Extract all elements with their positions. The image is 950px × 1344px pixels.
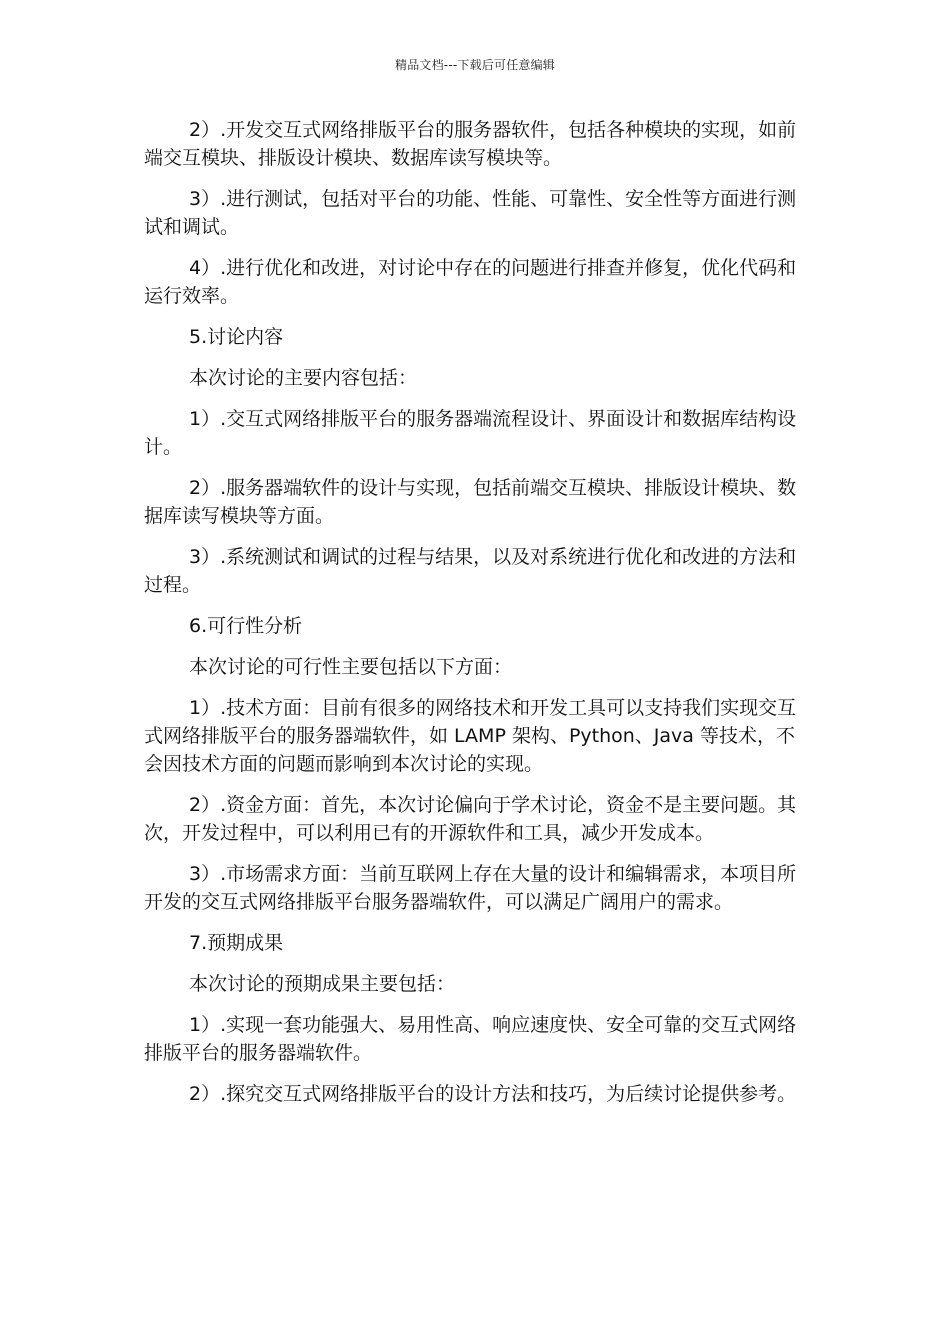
paragraph-discussion-item-2: 2）.服务器端软件的设计与实现，包括前端交互模块、排版设计模块、数据库读写模块等方面。 (144, 477, 797, 527)
paragraph-testing: 3）.进行测试，包括对平台的功能、性能、可靠性、安全性等方面进行测试和调试。 (144, 188, 797, 238)
paragraph-results-item-1: 1）.实现一套功能强大、易用性高、响应速度快、安全可靠的交互式网络排版平台的服务器端软件。 (144, 1014, 797, 1064)
paragraph-optimization: 4）.进行优化和改进，对讨论中存在的问题进行排查并修复，优化代码和运行效率。 (144, 257, 797, 307)
paragraph-feasibility-market: 3）.市场需求方面：当前互联网上存在大量的设计和编辑需求，本项目所开发的交互式网络排版平台服务器端软件，可以满足广阔用户的需求。 (144, 863, 797, 913)
paragraph-feasibility-technical: 1）.技术方面：目前有很多的网络技术和开发工具可以支持我们实现交互式网络排版平台的服务器端软件，如 LAMP 架构、Python、Java 等技术，不会因技术方面的问题而影响到本次讨论的实现。 (144, 697, 797, 775)
paragraph-feasibility-intro: 本次讨论的可行性主要包括以下方面： (189, 656, 513, 678)
page-header: 精品文档---下载后可任意编辑 (395, 58, 555, 72)
paragraph-discussion-intro: 本次讨论的主要内容包括： (189, 367, 418, 389)
paragraph-discussion-item-3: 3）.系统测试和调试的过程与结果，以及对系统进行优化和改进的方法和过程。 (144, 546, 797, 596)
section-heading-expected-results: 7.预期成果 (189, 932, 284, 954)
section-heading-feasibility: 6.可行性分析 (189, 615, 303, 637)
document-body (144, 116, 804, 1121)
paragraph-results-intro: 本次讨论的预期成果主要包括： (189, 973, 456, 995)
paragraph-results-item-2: 2）.探究交互式网络排版平台的设计方法和技巧，为后续讨论提供参考。 (189, 1083, 797, 1105)
paragraph-discussion-item-1: 1）.交互式网络排版平台的服务器端流程设计、界面设计和数据库结构设计。 (144, 408, 797, 458)
paragraph-dev-server: 2）.开发交互式网络排版平台的服务器软件，包括各种模块的实现，如前端交互模块、排版设计模块、数据库读写模块等。 (144, 119, 797, 169)
paragraph-feasibility-funding: 2）.资金方面：首先，本次讨论偏向于学术讨论，资金不是主要问题。其次，开发过程中，可以利用已有的开源软件和工具，减少开发成本。 (144, 794, 797, 844)
section-heading-discussion-content: 5.讨论内容 (189, 326, 284, 348)
